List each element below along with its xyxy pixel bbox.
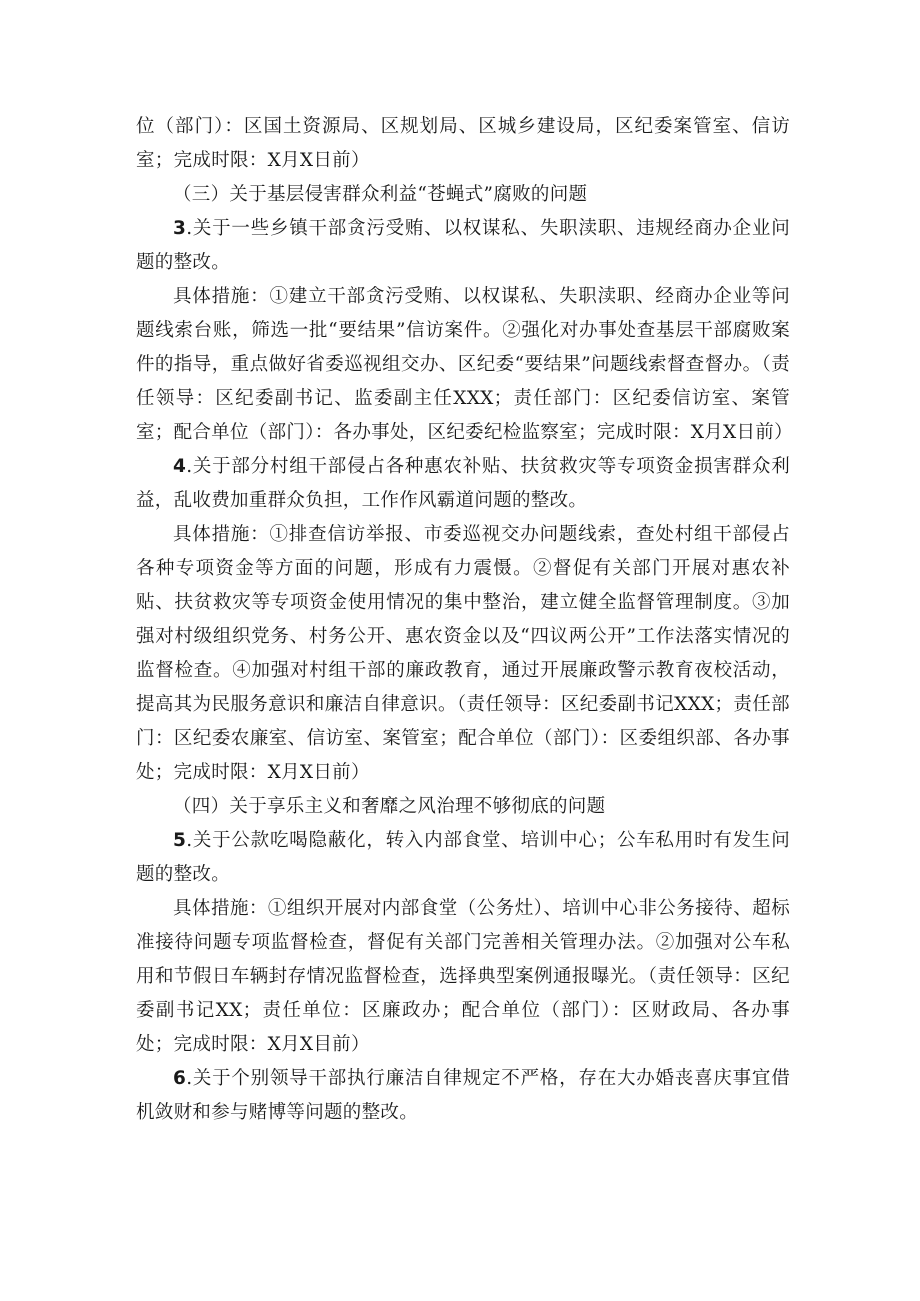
item-heading-4 bbox=[136, 450, 790, 518]
section-heading-text: （三）关于基层侵害群众利益“苍蝇式”腐败的问题 bbox=[173, 184, 588, 205]
item-number: 6 bbox=[173, 1068, 187, 1089]
item-heading-3 bbox=[136, 212, 790, 280]
item-heading-text: .关于个别领导干部执行廉洁自律规定不严格，存在大办婚丧喜庆事宜借机敛财和参与赌博等问题的整改。 bbox=[136, 1068, 790, 1123]
item-number: 4 bbox=[173, 456, 187, 477]
item-heading-text: .关于公款吃喝隐蔽化，转入内部食堂、培训中心；公车私用时有发生问题的整改。 bbox=[136, 830, 790, 885]
item-heading-text: .关于部分村组干部侵占各种惠农补贴、扶贫救灾等专项资金损害群众利益，乱收费加重群众负担，工作作风霸道问题的整改。 bbox=[136, 456, 790, 511]
item-heading-text: .关于一些乡镇干部贪污受贿、以权谋私、失职渎职、违规经商办企业问题的整改。 bbox=[136, 218, 790, 273]
measures-text: 具体措施：①建立干部贪污受贿、以权谋私、失职渎职、经商办企业等问题线索台账，筛选一批“要结果”信访案件。②强化对办事处查基层干部腐败案件的指导，重点做好省委巡视组交办、区纪委“要结果”问题线索督查督办。（责任领导：区纪委副书记、监委副主任XXX；责任部门：区纪委信访室、案管室；配合单位（部门）：各办事处，区纪委纪检监察室；完成时限：X月X日前） bbox=[136, 286, 793, 443]
document-page bbox=[136, 110, 793, 1130]
item-heading-5 bbox=[136, 824, 790, 892]
section-heading-text: （四）关于享乐主义和奢靡之风治理不够彻底的问题 bbox=[173, 796, 606, 817]
measures-paragraph-5 bbox=[136, 892, 790, 1062]
measures-text: 具体措施：①排查信访举报、市委巡视交办问题线索，查处村组干部侵占各种专项资金等方面的问题，形成有力震慑。②督促有关部门开展对惠农补贴、扶贫救灾等专项资金使用情况的集中整治，建立健全监督管理制度。③加强对村级组织党务、村务公开、惠农资金以及“四议两公开”工作法落实情况的监督检查。④加强对村组干部的廉政教育，通过开展廉政警示教育夜校活动，提高其为民服务意识和廉洁自律意识。（责任领导：区纪委副书记XXX；责任部门：区纪委农廉室、信访室、案管室；配合单位（部门）：区委组织部、各办事处；完成时限：X月X日前） bbox=[136, 524, 790, 783]
measures-paragraph-3 bbox=[136, 280, 793, 450]
paragraph-text: 位（部门）：区国土资源局、区规划局、区城乡建设局，区纪委案管室、信访室；完成时限：X月X日前） bbox=[136, 116, 790, 171]
section-heading-4 bbox=[136, 790, 790, 824]
item-number: 3 bbox=[173, 218, 187, 239]
section-heading-3 bbox=[136, 178, 790, 212]
item-heading-6 bbox=[136, 1062, 790, 1130]
item-number: 5 bbox=[173, 830, 187, 851]
paragraph-continuation bbox=[136, 110, 790, 178]
measures-text: 具体措施：①组织开展对内部食堂（公务灶）、培训中心非公务接待、超标准接待问题专项监督检查，督促有关部门完善相关管理办法。②加强对公车私用和节假日车辆封存情况监督检查，选择典型案例通报曝光。（责任领导：区纪委副书记XX；责任单位：区廉政办；配合单位（部门）：区财政局、各办事处；完成时限：X月X目前） bbox=[136, 898, 790, 1055]
measures-paragraph-4 bbox=[136, 518, 790, 790]
